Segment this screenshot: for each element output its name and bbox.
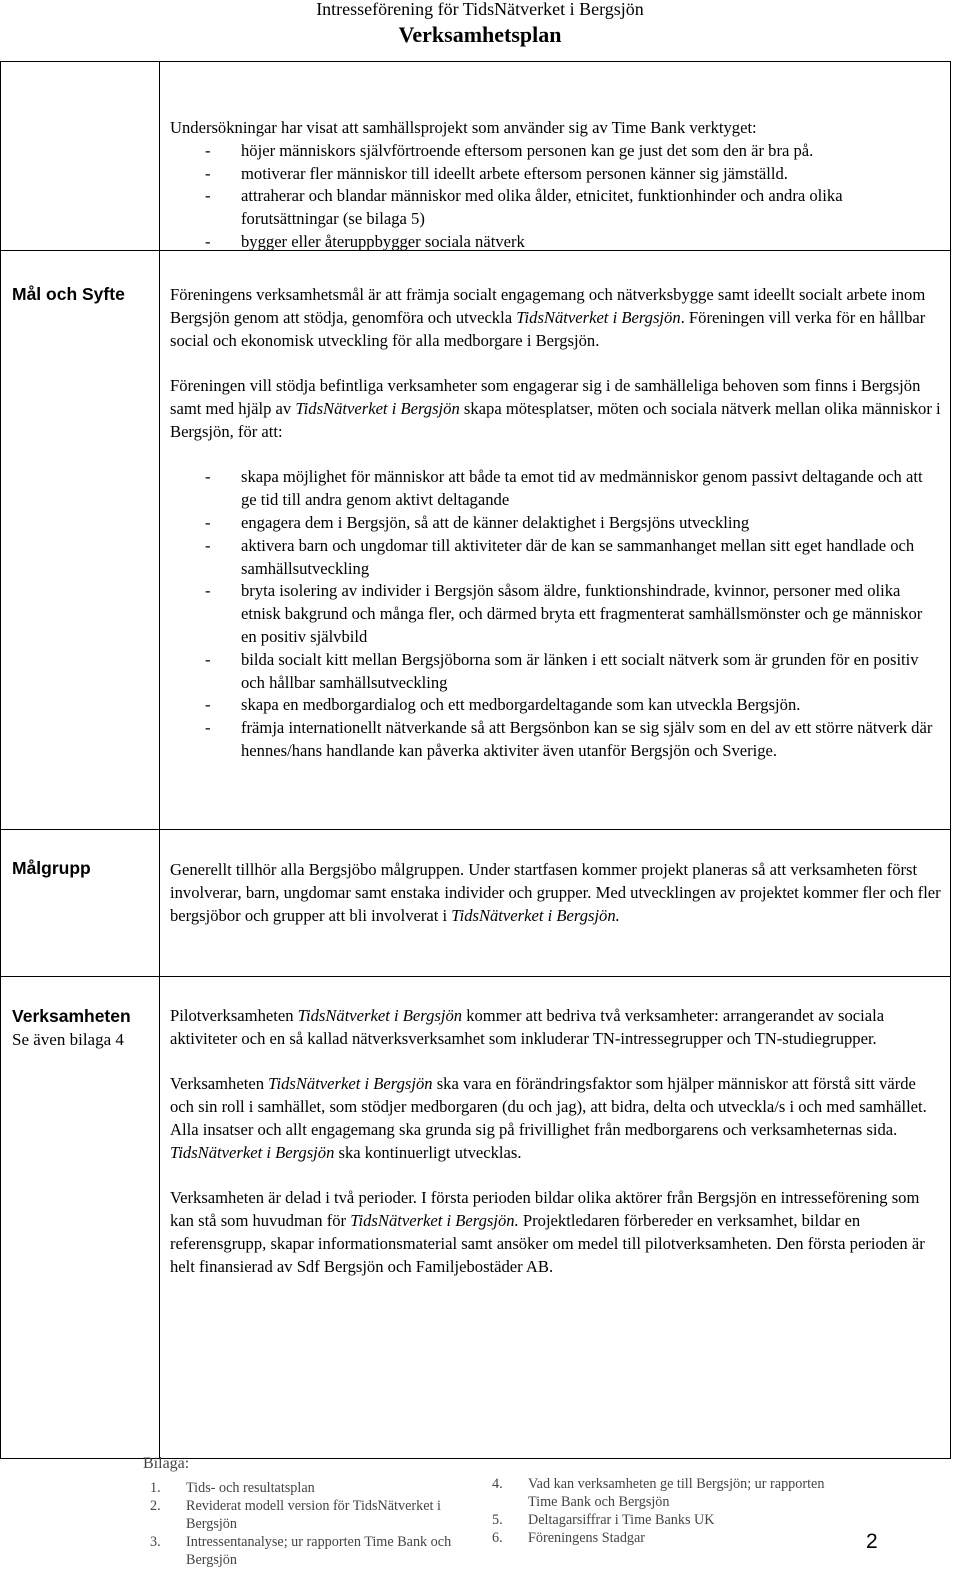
appendix-item: Tids- och resultatsplan: [186, 1480, 315, 1496]
appendix-heading: Bilaga:: [143, 1455, 190, 1472]
verksamheten-paragraph-1: Pilotverksamheten TidsNätverket i Bergsjön kommer att bedriva två verksamheter: arrangerandet av sociala aktiviteter och en så kallad nätverksverksamhet som inkluderar TN-intressegrupper och TN-studiegrupper.: [170, 1006, 885, 1048]
list-item: - skapa en medborgardialog och ett medborgardeltagande som kan utveckla Bergsjön.: [205, 695, 801, 715]
list-item: - bryta isolering av individer i Bergsjön såsom äldre, funktionshindrade, kvinnor, personer med olika etnisk bakgrund och många fler, och därmed bryta ett fragmenterat samhällsmönster och ge människor en positiv självbild: [205, 581, 923, 646]
appendix-number: 5.: [492, 1512, 503, 1528]
list-item: - engagera dem i Bergsjön, så att de känner delaktighet i Bergsjöns utveckling: [205, 512, 750, 532]
list-item: - attraherar och blandar människor med olika ålder, etnicitet, funktionhinder och andra olika forutsättningar (se bilaga 5): [205, 186, 843, 229]
mal-paragraph-1: Föreningens verksamhetsmål är att främja socialt engagemang och nätverksbygge samt ideellt socialt arbete inom Bergsjön genom att stödja, genomföra och utveckla TidsNätverket i Bergsjön. Föreningen vill verka för en hållbar social och ekonomisk utveckling för alla medborgare i Bergsjön.: [170, 285, 926, 350]
document-title: Verksamhetsplan: [398, 22, 562, 47]
appendix-item: Reviderat modell version för TidsNätverket i Bergsjön: [186, 1498, 441, 1532]
appendix-number: 4.: [492, 1476, 503, 1492]
malgrupp-label: Målgrupp: [12, 858, 91, 878]
list-item: - skapa möjlighet för människor att både ta emot tid av medmänniskor genom passivt deltagande och att ge tid till andra genom aktivt deltagande: [205, 467, 923, 510]
appendix-number: 3.: [150, 1534, 161, 1550]
intro-lead: Undersökningar har visat att samhällsprojekt som använder sig av Time Bank verktyget:: [170, 118, 757, 137]
page-number: 2: [866, 1530, 878, 1553]
malgrupp-paragraph: Generellt tillhör alla Bergsjöbo målgruppen. Under startfasen kommer projekt planeras så att verksamheten först involverar, barn, ungdomar samt enstaka individer och grupper. Med utvecklingen av projektet kommer fler och fler bergsjöbor och grupper att bli involverat i TidsNätverket i Bergsjön.: [170, 860, 941, 925]
appendix-item: Deltagarsiffrar i Time Banks UK: [528, 1512, 715, 1528]
appendix-number: 6.: [492, 1530, 503, 1546]
verksamheten-label: Verksamheten: [12, 1006, 131, 1026]
appendix-item: Intressentanalyse; ur rapporten Time Bank och Bergsjön: [186, 1534, 452, 1568]
verksamheten-sublabel: Se även bilaga 4: [12, 1030, 124, 1049]
appendix-number: 1.: [150, 1480, 161, 1496]
appendix-item: Vad kan verksamheten ge till Bergsjön; ur rapporten Time Bank och Bergsjön: [528, 1476, 825, 1510]
list-item: - motiverar fler människor till ideellt arbete eftersom personen känner sig jämställd.: [205, 163, 788, 183]
verksamheten-paragraph-3: Verksamheten är delad i två perioder. I första perioden bildar olika aktörer från Bergsjön en intresseförening som kan stå som huvudman för TidsNätverket i Bergsjön. Projektledaren förbereder en verksamhet, bildar en referensgrupp, skapar informationsmaterial samt ansöker om medel till pilotverksamheten. Den första perioden är helt finansierad av Sdf Bergsjön och Familjebostäder AB.: [170, 1188, 925, 1276]
appendix-number: 2.: [150, 1498, 161, 1514]
list-item: - höjer människors självförtroende eftersom personen kan ge just det som den är bra på.: [205, 140, 814, 160]
list-item: - bilda socialt kitt mellan Bergsjöborna som är länken i ett socialt nätverk som är grunden för en positiv och hållbar samhällsutveckling: [205, 649, 919, 692]
mal-paragraph-2: Föreningen vill stödja befintliga verksamheter som engagerar sig i de samhälleliga behoven som finns i Bergsjön samt med hjälp av TidsNätverket i Bergsjön skapa mötesplatser, möten och sociala nätverk mellan olika människor i Bergsjön, för att:: [170, 376, 941, 441]
document-organization-header: Intresseförening för TidsNätverket i Bergsjön: [316, 0, 644, 19]
mal-och-syfte-label: Mål och Syfte: [12, 284, 125, 304]
verksamheten-paragraph-2: Verksamheten TidsNätverket i Bergsjön ska vara en förändringsfaktor som hjälper människor att förstå sitt värde och sin roll i samhället, som stödjer medborgaren (du och jag), att bidra, delta och utveckla/s i och med samhället. Alla insatser och allt engagemang ska grunda sig på frivillighet från medborgarens och verksamheternas sida. TidsNätverket i Bergsjön ska kontinuerligt utvecklas.: [170, 1074, 927, 1162]
list-item: - främja internationellt nätverkande så att Bergsönbon kan se sig själv som en del av ett större nätverk där hennes/hans handlande kan påverka aktiviter även utanför Bergsjön och Sverige.: [205, 718, 933, 760]
list-item: - aktivera barn och ungdomar till aktiviteter där de kan se sammanhanget mellan sitt eget handlade och samhällsutveckling: [205, 535, 915, 578]
appendix-item: Föreningens Stadgar: [528, 1530, 646, 1546]
list-item: - bygger eller återuppbygger sociala nätverk: [205, 231, 525, 251]
